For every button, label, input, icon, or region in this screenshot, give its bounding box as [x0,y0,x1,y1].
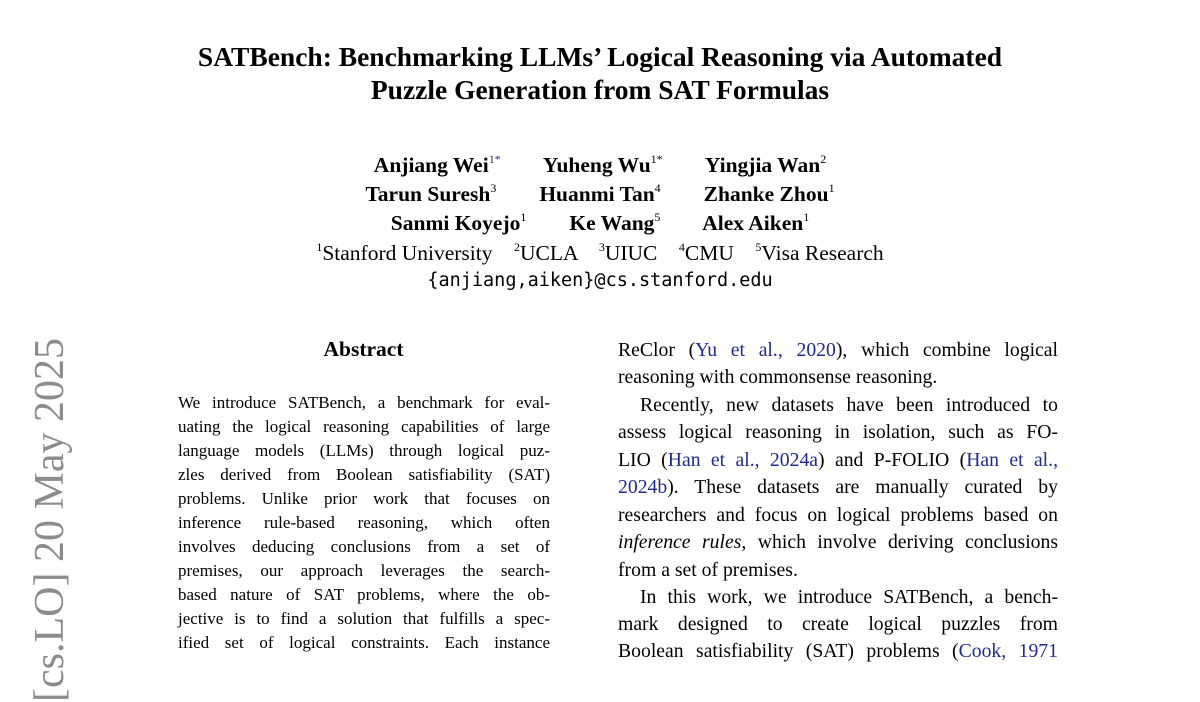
author-row-3 [0,211,1200,236]
author-affil-sup: 1 [803,210,810,224]
body-line: In this work, we introduce SATBench, a bench- [640,586,1058,608]
author-name: Yuheng Wu [542,153,651,177]
citation-link[interactable]: Yu et al., 2020 [695,339,836,361]
author-affil-sup: 1 [520,210,527,224]
abstract-heading: Abstract [323,337,404,361]
author-affil-sup: 1* [488,152,501,166]
body-text: ), which combine logical [835,339,1058,361]
citation-link[interactable]: 2024b [618,476,668,498]
body-line [618,638,1058,665]
body-line: from a set of premises. [618,559,798,581]
abstract-line: ified set of logical constraints. Each instance [178,633,550,652]
affil-name: UIUC [604,241,658,265]
affil-name: CMU [684,241,734,265]
author-affil-sup: 3 [490,181,497,195]
author-name: Ke Wang [569,211,655,235]
title-line-2: Puzzle Generation from SAT Formulas [370,74,830,105]
author-name: Anjiang Wei [373,153,489,177]
author-name: Tarun Suresh [365,182,491,206]
title-line-1: SATBench: Benchmarking LLMs’ Logical Reasoning via Automated [197,41,1003,72]
author-affil-sup: 5 [654,210,661,224]
affil-sup: 4 [678,240,685,254]
affil-sup: 3 [598,240,605,254]
affil-sup: 5 [755,240,762,254]
affil-name: Stanford University [322,241,493,265]
author-affil-sup: 4 [654,181,661,195]
body-text: LIO ( [618,449,668,471]
citation-link[interactable]: Han et al., [966,449,1058,471]
abstract-line: language models (LLMs) through logical puz- [178,441,550,460]
abstract-line: involves deducing conclusions from a set of [178,537,550,556]
author-affil-sup: 2 [820,152,827,166]
affil-name: UCLA [520,241,578,265]
abstract-line: uating the logical reasoning capabilities of large [178,417,550,436]
author-name: Zhanke Zhou [703,182,829,206]
abstract-line: problems. Unlike prior work that focuses on [178,489,550,508]
body-text: , which involve deriving conclusions [741,531,1059,553]
abstract-line: inference rule-based reasoning, which often [178,513,550,532]
body-line: assess logical reasoning in isolation, such as FO- [618,421,1058,443]
paper-title [0,40,1200,106]
affil-sup: 2 [514,240,520,254]
abstract-line: based nature of SAT problems, where the ob- [178,585,550,604]
author-name: Huanmi Tan [539,182,655,206]
abstract-line: jective is to find a solution that fulfills a spec- [178,609,550,628]
body-line: Recently, new datasets have been introduced to [640,394,1058,416]
author-affil-sup: 1 [828,181,835,195]
body-text: ). These datasets are manually curated by [667,476,1058,498]
body-line: mark designed to create logical puzzles from [618,613,1058,635]
body-text: ReClor ( [618,339,696,361]
body-text: Boolean satisfiability (SAT) problems ( [618,640,959,662]
author-row-2 [0,182,1200,207]
abstract-line: premises, our approach leverages the search- [178,561,550,580]
body-line [618,529,1058,556]
abstract-line: zles derived from Boolean satisfiability (SAT) [178,465,550,484]
author-row-1 [0,153,1200,178]
affil-name: Visa Research [761,241,884,265]
author-name: Alex Aiken [702,211,804,235]
contact-email[interactable]: {anjiang,aiken}@cs.stanford.edu [427,270,773,291]
body-line [618,337,1058,364]
body-text: ) and P-FOLIO ( [818,449,967,471]
arxiv-stamp: [cs.LO] 20 May 2025 [27,338,73,702]
body-line [618,474,1058,501]
citation-link[interactable]: Han et al., 2024a [667,449,819,471]
author-name: Sanmi Koyejo [390,211,521,235]
body-line: reasoning with commonsense reasoning. [618,366,938,388]
citation-link[interactable]: Cook, 1971 [958,640,1058,662]
author-affil-sup: 1* [650,152,663,166]
affiliations [0,241,1200,266]
emphasis-text: inference rules [618,531,742,553]
body-line: researchers and focus on logical problems based on [618,504,1058,526]
body-line [618,447,1058,474]
abstract-line: We introduce SATBench, a benchmark for eval- [178,393,550,412]
affil-sup: 1 [316,240,323,254]
author-name: Yingjia Wan [704,153,821,177]
